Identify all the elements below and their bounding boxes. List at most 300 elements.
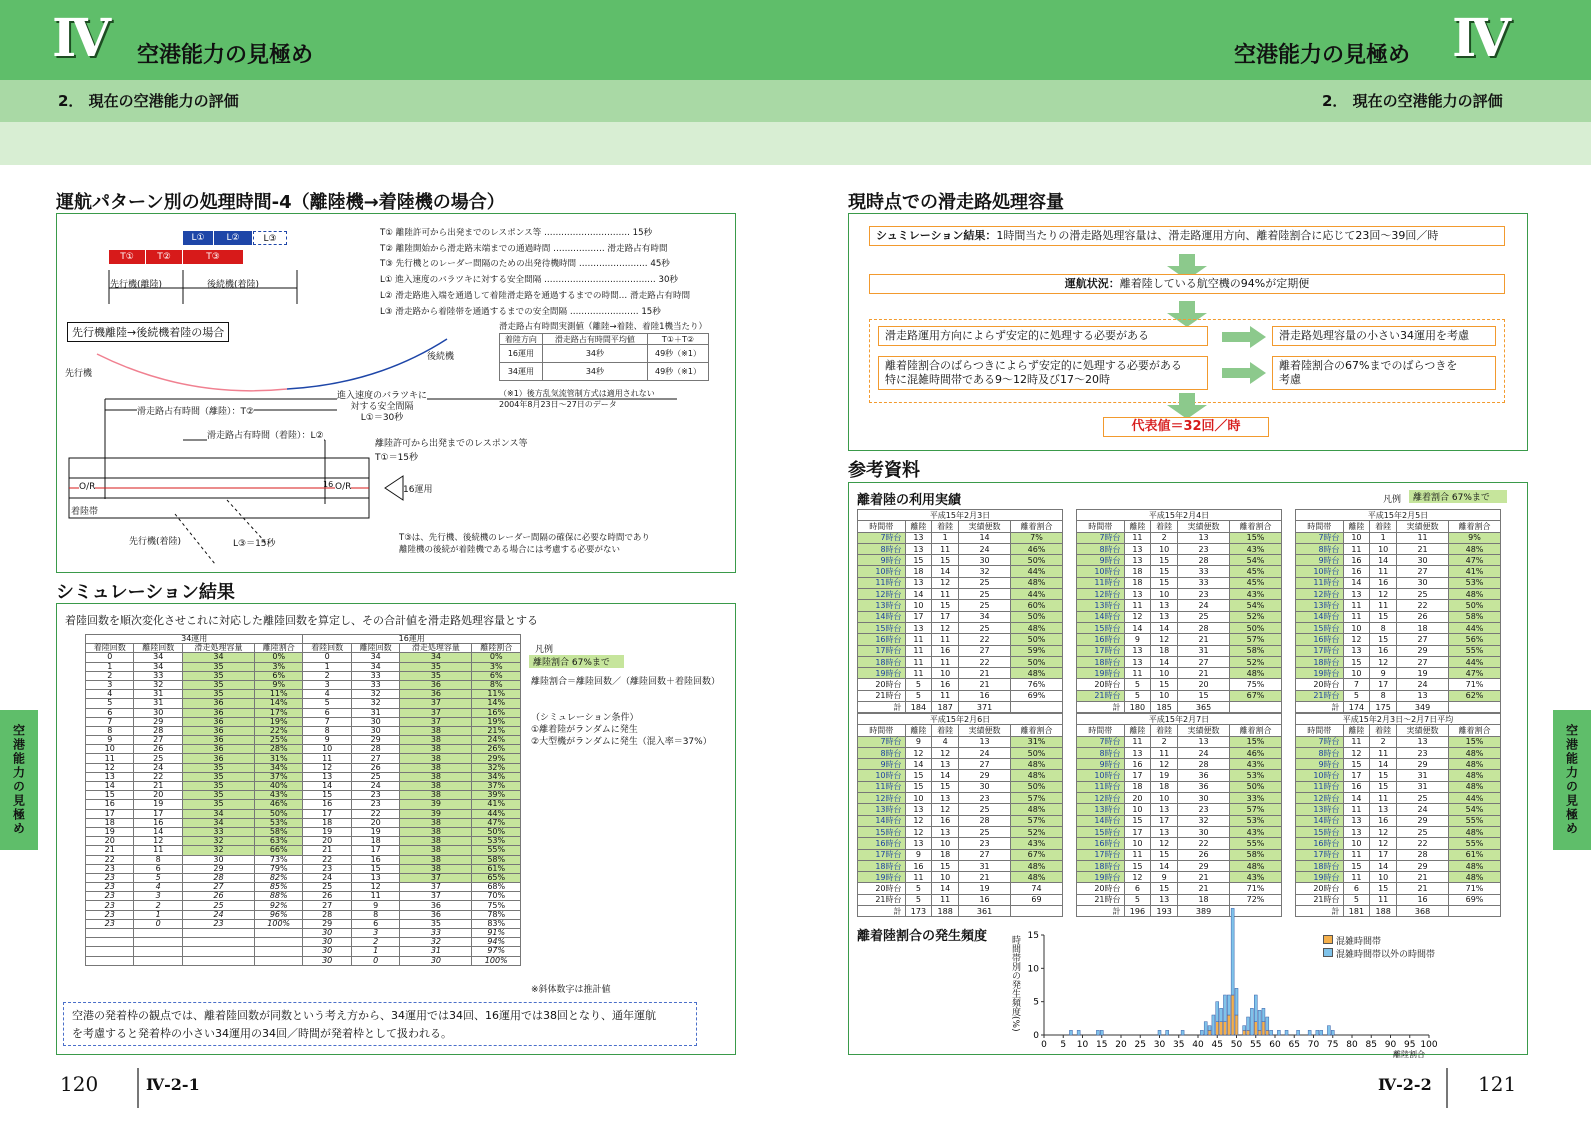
sim-cell: 23 xyxy=(86,901,134,910)
sim-cell: 23 xyxy=(86,873,134,882)
sim-cell: 100% xyxy=(254,919,302,928)
x-tick-label: 70 xyxy=(1307,1040,1320,1050)
sim-cell: 34 xyxy=(182,653,254,662)
sim-cell: 9 xyxy=(86,736,134,745)
sim-cell: 14 xyxy=(134,827,182,836)
usage-table-title: 平成15年2月3日～2月7日平均 xyxy=(1296,714,1501,725)
usage-cell: 57% xyxy=(1011,793,1063,804)
usage-row xyxy=(1296,656,1501,667)
usage-cell: 14 xyxy=(1370,759,1397,770)
sim-cell: 21 xyxy=(303,846,351,855)
x-tick-label: 90 xyxy=(1384,1040,1397,1050)
usage-cell: 29 xyxy=(1397,759,1449,770)
usage-cell: 19時台 xyxy=(1077,668,1125,679)
usage-cell: 12 xyxy=(932,577,959,588)
sim-cell: 58% xyxy=(472,855,521,864)
usage-col-header: 離着割合 xyxy=(1230,521,1282,532)
occ-table-header xyxy=(500,334,709,345)
sim-cell: 17 xyxy=(86,809,134,818)
sim-cell: 19 xyxy=(134,800,182,809)
usage-cell: 15% xyxy=(1230,736,1282,747)
sim-cell: 34 xyxy=(182,818,254,827)
usage-cell: 13 xyxy=(1151,804,1178,815)
usage-cell: 8時台 xyxy=(1077,747,1125,758)
sim-cell: 37% xyxy=(472,782,521,791)
sim-cell: 6 xyxy=(351,919,399,928)
footer-divider xyxy=(1446,1068,1448,1108)
usage-cell: 10時台 xyxy=(858,770,906,781)
usage-cell: 7時台 xyxy=(1077,532,1125,543)
bar-other xyxy=(1297,1030,1300,1035)
sim-cell: 3% xyxy=(254,662,302,671)
usage-cell: 7時台 xyxy=(858,532,906,543)
resp-value: T①＝15秒 xyxy=(375,453,419,463)
usage-col-header: 実績便数 xyxy=(1178,521,1230,532)
sim-row xyxy=(86,938,521,947)
sim-cell: 13 xyxy=(303,772,351,781)
usage-cell: 26 xyxy=(1178,849,1230,860)
page-header xyxy=(0,0,1591,80)
sim-cell: 44% xyxy=(472,809,521,818)
legend-l3: L③ 滑走路から着陸帯を通過するまでの安全間隔 …………………… 15秒 xyxy=(380,306,661,317)
t3-note-1: T③は、先行機、後続機のレーダー間隔の確保に必要な時間であり xyxy=(399,533,650,543)
usage-cell: 11 xyxy=(1370,600,1397,611)
x-tick-label: 5 xyxy=(1060,1040,1067,1050)
sim-cell: 37 xyxy=(400,717,472,726)
sim-cell: 19% xyxy=(254,717,302,726)
sim-cell xyxy=(254,929,302,938)
usage-cell: 11時台 xyxy=(1077,781,1125,792)
bar-congested xyxy=(1231,995,1234,1035)
usage-cell: 10 xyxy=(1151,589,1178,600)
usage-row xyxy=(1296,668,1501,679)
usage-col-header: 離陸 xyxy=(1124,725,1151,736)
usage-row xyxy=(1296,589,1501,600)
usage-cell: 31 xyxy=(1397,770,1449,781)
sim-row xyxy=(86,855,521,864)
sim-cell: 29 xyxy=(182,864,254,873)
sim-cell: 38 xyxy=(400,745,472,754)
bar-other xyxy=(1277,1030,1280,1035)
sim-cell: 53% xyxy=(472,837,521,846)
usage-cell: 13 xyxy=(905,838,932,849)
sim-cell: 30 xyxy=(351,726,399,735)
usage-cell: 12 xyxy=(1370,656,1397,667)
usage-row xyxy=(858,804,1063,815)
usage-header-row xyxy=(858,725,1063,736)
bar-other xyxy=(1100,1030,1103,1035)
usage-row xyxy=(858,656,1063,667)
usage-cell: 69 xyxy=(1011,894,1063,905)
usage-cell: 21 xyxy=(1397,883,1449,894)
usage-cell: 30 xyxy=(1178,793,1230,804)
bar-other xyxy=(1235,988,1238,1015)
usage-cell: 16 xyxy=(932,815,959,826)
usage-cell: 34 xyxy=(959,611,1011,622)
usage-cell: 23 xyxy=(959,838,1011,849)
usage-cell: 5 xyxy=(1124,894,1151,905)
sim-cell: 29 xyxy=(134,717,182,726)
usage-cell: 9 xyxy=(1151,872,1178,883)
sim-row xyxy=(86,717,521,726)
sim-cell: 8 xyxy=(134,855,182,864)
sim-cell xyxy=(254,938,302,947)
sim-cell: 39 xyxy=(400,809,472,818)
freq-title: 離着陸割合の発生頻度 xyxy=(857,929,988,944)
usage-cell: 50% xyxy=(1011,611,1063,622)
usage-cell: 19 xyxy=(1397,668,1449,679)
legend-label: 混雑時間帯以外の時間帯 xyxy=(1336,950,1436,960)
usage-total-cell: 361 xyxy=(959,906,1011,917)
usage-cell: 13 xyxy=(932,759,959,770)
usage-cell: 14 xyxy=(905,759,932,770)
sim-conditions xyxy=(531,712,712,748)
sim-cell: 34 xyxy=(134,662,182,671)
usage-cell: 18 xyxy=(1124,577,1151,588)
sim-cell: 17% xyxy=(254,708,302,717)
sim-cell: 0 xyxy=(86,653,134,662)
sim-cell: 18 xyxy=(303,818,351,827)
rw16-label: 16 xyxy=(323,480,334,489)
usage-cell: 25 xyxy=(959,804,1011,815)
usage-cell: 9時台 xyxy=(1296,555,1344,566)
x-tick-label: 10 xyxy=(1076,1040,1089,1050)
usage-cell: 12時台 xyxy=(1077,589,1125,600)
bar-t3: T③ xyxy=(183,250,243,264)
usage-cell: 5 xyxy=(1124,679,1151,690)
sim-cell: 24 xyxy=(134,763,182,772)
usage-cell: 28 xyxy=(1178,555,1230,566)
usage-cell: 11 xyxy=(905,668,932,679)
usage-cell: 15時台 xyxy=(1296,826,1344,837)
usage-cell: 16時台 xyxy=(1296,838,1344,849)
usage-row xyxy=(1296,532,1501,543)
sim-cell: 11 xyxy=(134,846,182,855)
sim-row xyxy=(86,809,521,818)
sim-row xyxy=(86,929,521,938)
prev-land-label: 先行機(着陸) xyxy=(129,537,182,547)
usage-col-header: 時間帯 xyxy=(1296,725,1344,736)
sim-cell: 30 xyxy=(134,708,182,717)
usage-cell: 20 xyxy=(1124,793,1151,804)
usage-cell: 59% xyxy=(1011,645,1063,656)
usage-row xyxy=(1077,793,1282,804)
sim-cell: 94% xyxy=(472,938,521,947)
usage-cell: 5 xyxy=(905,883,932,894)
sim-cell: 10 xyxy=(86,745,134,754)
usage-cell: 27 xyxy=(959,645,1011,656)
sim-cell: 38 xyxy=(400,754,472,763)
freq-ylabel: 時間帯別の発生頻度(%) xyxy=(1010,935,1020,1032)
usage-total-cell xyxy=(1230,906,1282,917)
bar-congested xyxy=(1243,1030,1246,1035)
sim-cell: 32 xyxy=(351,690,399,699)
sim-cell: 38 xyxy=(400,864,472,873)
usage-cell: 10時台 xyxy=(1296,770,1344,781)
sim-summary xyxy=(63,1002,697,1046)
sim-row xyxy=(86,910,521,919)
bar-other xyxy=(1077,1030,1080,1035)
sim-cell: 38 xyxy=(400,818,472,827)
usage-col-header: 時間帯 xyxy=(1077,725,1125,736)
sim-cell: 97% xyxy=(472,947,521,956)
bar-other xyxy=(1231,908,1234,995)
usage-cell: 8時台 xyxy=(1296,747,1344,758)
usage-cell: 27 xyxy=(1397,566,1449,577)
sim-cell: 36 xyxy=(400,690,472,699)
sim-cell: 34 xyxy=(351,662,399,671)
sim-cell: 16 xyxy=(134,818,182,827)
usage-cell: 12 xyxy=(1343,634,1370,645)
usage-total-cell: 計 xyxy=(1296,702,1344,713)
sim-cell: 30 xyxy=(303,929,351,938)
sim-cell: 5 xyxy=(134,873,182,882)
usage-cell: 13時台 xyxy=(1077,804,1125,815)
usage-cell: 48% xyxy=(1011,577,1063,588)
usage-row xyxy=(1077,611,1282,622)
usage-cell: 11 xyxy=(932,690,959,701)
bar-other xyxy=(1270,1030,1273,1035)
usage-cell: 48% xyxy=(1449,860,1501,871)
usage-cell: 12 xyxy=(932,747,959,758)
usage-cell: 10 xyxy=(1370,872,1397,883)
usage-cell: 19時台 xyxy=(858,872,906,883)
usage-cell: 45% xyxy=(1230,566,1282,577)
usage-cell: 16 xyxy=(1124,759,1151,770)
usage-cell: 27 xyxy=(1397,656,1449,667)
page-code-left: Ⅳ-2-1 xyxy=(146,1075,200,1094)
occ-table-title: 滑走路占有時間実測値（離陸→着陸、着陸1機当たり） xyxy=(499,322,708,332)
usage-cell: 16 xyxy=(1370,577,1397,588)
usage-cell: 15 xyxy=(905,770,932,781)
usage-row xyxy=(1077,566,1282,577)
usage-table-title: 平成15年2月5日 xyxy=(1296,510,1501,521)
usage-cell: 55% xyxy=(1230,838,1282,849)
x-tick-label: 60 xyxy=(1269,1040,1281,1050)
usage-cell: 18時台 xyxy=(1077,860,1125,871)
cond-b1: 滑走路処理容量の小さい34運用を考慮 xyxy=(1272,326,1496,346)
usage-total-cell xyxy=(1011,906,1063,917)
usage-cell: 13 xyxy=(1151,600,1178,611)
sim-cell: 22 xyxy=(86,855,134,864)
usage-cell: 5 xyxy=(1343,690,1370,701)
x-tick-label: 80 xyxy=(1346,1040,1358,1050)
bar-other xyxy=(1158,1030,1161,1035)
usage-cell: 13時台 xyxy=(1296,804,1344,815)
usage-cell: 8 xyxy=(1370,622,1397,633)
usage-row xyxy=(1296,679,1501,690)
t3-note xyxy=(399,532,650,556)
usage-cell: 13 xyxy=(1343,815,1370,826)
usage-cell: 6 xyxy=(1124,883,1151,894)
sim-cell: 20 xyxy=(303,837,351,846)
sim-row xyxy=(86,690,521,699)
sim-cell: 31 xyxy=(134,699,182,708)
x-tick-label: 25 xyxy=(1134,1040,1146,1050)
usage-total-cell: 計 xyxy=(1077,906,1125,917)
sim-cell xyxy=(254,947,302,956)
legend-list xyxy=(380,226,690,320)
usage-cell: 30 xyxy=(1397,577,1449,588)
sim-cell: 36 xyxy=(400,901,472,910)
sim-cell xyxy=(134,938,182,947)
usage-cell: 16 xyxy=(1343,781,1370,792)
usage-row xyxy=(1077,838,1282,849)
strip-label: 着陸帯 xyxy=(71,507,99,517)
usage-cell: 9時台 xyxy=(1077,759,1125,770)
usage-cell: 43% xyxy=(1230,589,1282,600)
usage-cell: 41% xyxy=(1449,566,1501,577)
chapter-title-left: 空港能力の見極め xyxy=(137,43,314,68)
usage-total-cell: 196 xyxy=(1124,906,1151,917)
usage-cell: 22 xyxy=(959,634,1011,645)
bar-other xyxy=(1204,1022,1207,1035)
usage-cell: 43% xyxy=(1011,838,1063,849)
usage-cell: 18 xyxy=(1124,781,1151,792)
usage-col-header: 実績便数 xyxy=(1397,725,1449,736)
departure-path xyxy=(97,354,287,391)
usage-cell: 44% xyxy=(1011,566,1063,577)
usage-row xyxy=(858,600,1063,611)
sim-row xyxy=(86,726,521,735)
sim-cell: 32% xyxy=(472,763,521,772)
sim-cell: 35 xyxy=(182,782,254,791)
x-tick-label: 65 xyxy=(1288,1040,1300,1050)
usage-total-row xyxy=(1077,702,1282,713)
sim-table xyxy=(85,634,521,966)
sim-cell: 24 xyxy=(182,910,254,919)
usage-cell: 15 xyxy=(1151,566,1178,577)
usage-cell: 14 xyxy=(1370,860,1397,871)
usage-cell: 48% xyxy=(1449,872,1501,883)
sim-cell: 9 xyxy=(351,901,399,910)
usage-cell: 15 xyxy=(1370,781,1397,792)
usage-cell: 24 xyxy=(1178,747,1230,758)
usage-cell: 13 xyxy=(932,826,959,837)
sim-cell: 24 xyxy=(351,782,399,791)
sim-cell: 78% xyxy=(472,910,521,919)
sim-cell: 34 xyxy=(400,653,472,662)
sim-cell: 12 xyxy=(134,837,182,846)
sim-cell: 83% xyxy=(472,919,521,928)
usage-cell: 15時台 xyxy=(858,622,906,633)
sim-cell: 37 xyxy=(400,873,472,882)
usage-cell: 14 xyxy=(1343,577,1370,588)
sim-cell: 38 xyxy=(400,837,472,846)
usage-cell: 71% xyxy=(1449,679,1501,690)
usage-row xyxy=(1077,679,1282,690)
usage-cell: 9 xyxy=(1370,668,1397,679)
sim-cell: 33 xyxy=(134,671,182,680)
sim-row xyxy=(86,800,521,809)
sim-cell: 11 xyxy=(351,892,399,901)
legend-t3: T③ 先行機とのレーダー間隔のための出発待機時間 …………………… 45秒 xyxy=(380,259,670,270)
usage-cell: 21 xyxy=(1178,883,1230,894)
sim-cell: 3 xyxy=(303,680,351,689)
x-tick-label: 35 xyxy=(1173,1040,1185,1050)
usage-cell: 30 xyxy=(1178,826,1230,837)
usage-row xyxy=(858,759,1063,770)
usage-cell: 50% xyxy=(1449,600,1501,611)
usage-row xyxy=(858,838,1063,849)
usage-cell: 31 xyxy=(959,860,1011,871)
usage-cell: 48% xyxy=(1011,804,1063,815)
usage-cell: 46% xyxy=(1011,543,1063,554)
cond-a2 xyxy=(878,356,1208,390)
sim-cell: 0 xyxy=(134,919,182,928)
usage-cell: 21 xyxy=(1178,872,1230,883)
usage-cell: 45% xyxy=(1230,577,1282,588)
sim-col-header: 離陸回数 xyxy=(134,644,182,653)
usage-row xyxy=(858,894,1063,905)
resp-label: 離陸許可から出発までのレスポンス等 xyxy=(375,439,528,449)
sim-cell: 26% xyxy=(472,745,521,754)
usage-row xyxy=(1296,555,1501,566)
x-tick-label: 100 xyxy=(1420,1040,1438,1050)
usage-cell: 15 xyxy=(1151,679,1178,690)
capacity-box xyxy=(848,213,1528,451)
usage-total-cell: 184 xyxy=(905,702,932,713)
usage-cell: 48% xyxy=(1449,759,1501,770)
sim-cell: 88% xyxy=(254,892,302,901)
a2-line-2: 特に混雑時間帯である9～12時及び17～20時 xyxy=(885,373,1110,386)
usage-cell: 16時台 xyxy=(1296,634,1344,645)
usage-cell: 11 xyxy=(932,543,959,554)
usage-cell: 25 xyxy=(1397,826,1449,837)
usage-cell: 21時台 xyxy=(858,690,906,701)
usage-cell: 13 xyxy=(1151,894,1178,905)
usage-cell: 18時台 xyxy=(1296,860,1344,871)
usage-cell: 52% xyxy=(1011,826,1063,837)
usage-row xyxy=(858,645,1063,656)
sim-cell: 27 xyxy=(351,754,399,763)
usage-cell: 50% xyxy=(1011,747,1063,758)
usage-cell: 17 xyxy=(1124,770,1151,781)
sim-cell: 11 xyxy=(86,754,134,763)
sim-cell: 21 xyxy=(134,782,182,791)
usage-cell: 13 xyxy=(1178,736,1230,747)
usage-cell: 12 xyxy=(1151,838,1178,849)
th: T①＋T② xyxy=(647,334,708,345)
usage-cell: 29 xyxy=(959,770,1011,781)
usage-cell: 12 xyxy=(1151,634,1178,645)
usage-cell: 11時台 xyxy=(1296,781,1344,792)
usage-cell: 15 xyxy=(1343,656,1370,667)
usage-cell: 15 xyxy=(1343,759,1370,770)
sim-row xyxy=(86,763,521,772)
sim-cell: 11% xyxy=(254,690,302,699)
sim-cell: 79% xyxy=(254,864,302,873)
usage-cell: 28 xyxy=(1178,759,1230,770)
usage-cell: 16時台 xyxy=(858,838,906,849)
sim-cell: 3% xyxy=(472,662,521,671)
sim-cell: 36 xyxy=(182,699,254,708)
usage-col-header: 離着割合 xyxy=(1449,725,1501,736)
bar-other xyxy=(1166,1030,1169,1035)
y-tick-label: 10 xyxy=(1027,964,1039,975)
usage-cell: 31 xyxy=(1178,645,1230,656)
usage-cell: 12 xyxy=(1124,611,1151,622)
bar-congested xyxy=(1220,1022,1223,1035)
sim-row xyxy=(86,873,521,882)
usage-cell: 62% xyxy=(1449,690,1501,701)
usage-cell: 8 xyxy=(1370,690,1397,701)
legend-t1: T① 離陸許可から出発までのレスポンス等 ………………………… 15秒 xyxy=(380,228,653,238)
usage-cell: 11 xyxy=(1151,747,1178,758)
page-code-right: Ⅳ-2-2 xyxy=(1378,1075,1432,1094)
bar-other xyxy=(1243,1026,1246,1031)
sim-row xyxy=(86,956,521,965)
